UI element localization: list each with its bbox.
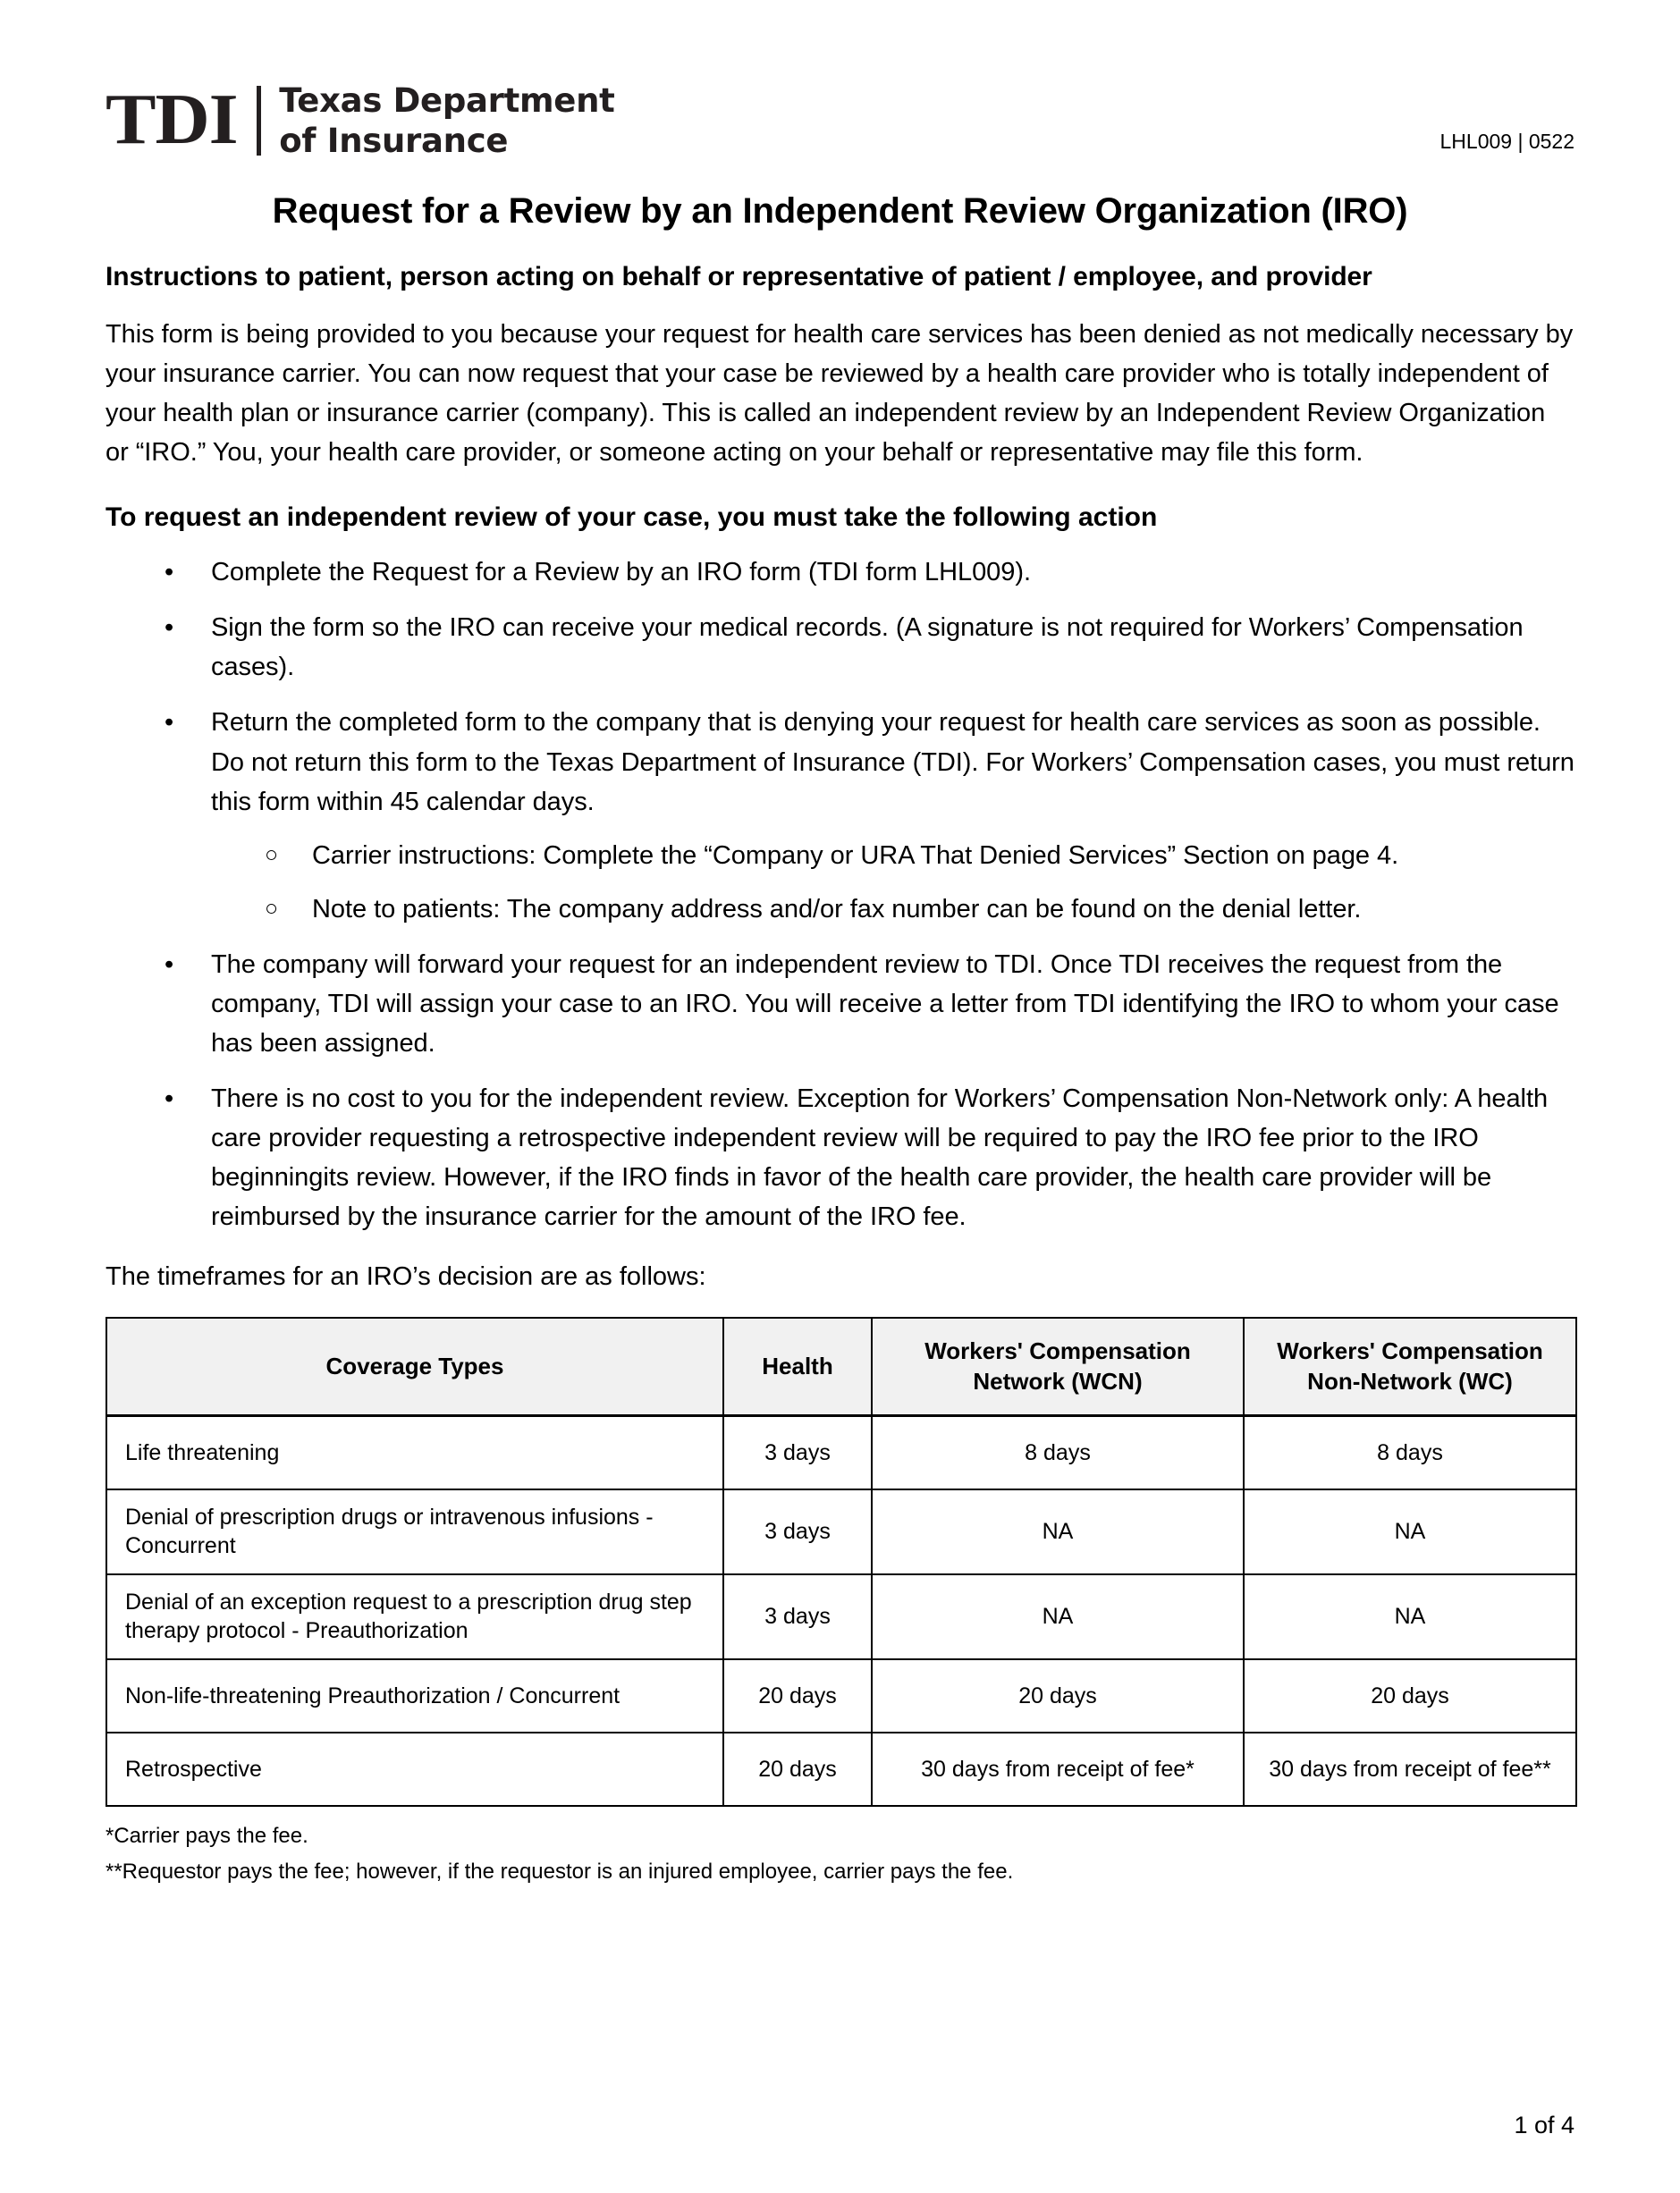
- cell-wcn: 8 days: [872, 1416, 1244, 1489]
- action-heading: To request an independent review of your case, you must take the following action: [106, 502, 1158, 533]
- table-row: [106, 1416, 1576, 1489]
- cell-health: 20 days: [723, 1733, 872, 1806]
- footnote-double-asterisk: **Requestor pays the fee; however, if the requestor is an injured employee, carrier pays the fee.: [106, 1860, 1014, 1885]
- cell-wcn: 30 days from receipt of fee*: [872, 1733, 1244, 1806]
- cell-coverage: Non-life-threatening Preauthorization / Concurrent: [106, 1659, 723, 1733]
- bullet-marker-icon: •: [165, 708, 174, 738]
- cell-health: 20 days: [723, 1659, 872, 1733]
- page-header: [0, 0, 1680, 159]
- footnote-single-asterisk: *Carrier pays the fee.: [106, 1823, 308, 1848]
- column-header-health: Health: [723, 1318, 872, 1416]
- column-header-wcn: Workers' Compensation Network (WCN): [872, 1318, 1244, 1416]
- list-item: [106, 945, 1574, 1063]
- circle-marker-icon: ○: [265, 841, 279, 867]
- circle-marker-icon: ○: [265, 895, 279, 921]
- column-header-coverage-types: Coverage Types: [106, 1318, 723, 1416]
- table-row: [106, 1489, 1576, 1574]
- table-intro-text: The timeframes for an IRO’s decision are as follows:: [106, 1262, 706, 1292]
- list-item-text: Complete the Request for a Review by an IRO form (TDI form LHL009).: [211, 558, 1031, 587]
- table-row: [106, 1733, 1576, 1806]
- cell-coverage: Denial of an exception request to a prescription drug step therapy protocol - Preauthorization: [106, 1574, 723, 1659]
- logo-divider: [257, 86, 261, 156]
- page-title: Request for a Review by an Independent Review Organization (IRO): [272, 191, 1408, 231]
- bullet-marker-icon: •: [165, 613, 174, 643]
- cell-wcn: 20 days: [872, 1659, 1244, 1733]
- intro-paragraph: This form is being provided to you because your request for health care services has been denied as not medically necessary by your insurance carrier. You can now request that your case be reviewed by a health care provider who is totally independent of your health plan or insurance carrier (company). This is called an independent review by an Independent Review Organization or “IRO.” You, your health care provider, or someone acting on your behalf or representative may file this form.: [106, 319, 1574, 468]
- list-item-text: There is no cost to you for the independent review. Exception for Workers’ Compensation Non-Network only: A health care provider requesting a retrospective independent review will be required to pay the IRO fee prior to the IRO beginningits review. However, if the IRO finds in favor of the health care provider, the health care provider will be reimbursed by the insurance carrier for the amount of the IRO fee.: [211, 1084, 1549, 1232]
- tdi-logo-wordmark: [279, 80, 614, 161]
- tdi-logo: [106, 82, 615, 159]
- page-number: 1 of 4: [1514, 2112, 1574, 2138]
- cell-health: 3 days: [723, 1416, 872, 1489]
- list-item-text: Return the completed form to the company that is denying your request for health care services as soon as possible. Do not return this form to the Texas Department of Insurance (TDI). For Workers’ Compensation cases, you must return this form within 45 calendar days.: [211, 708, 1574, 816]
- cell-wc: NA: [1244, 1574, 1576, 1659]
- column-header-wc: Workers' Compensation Non-Network (WC): [1244, 1318, 1576, 1416]
- list-item-text: Carrier instructions: Complete the “Company or URA That Denied Services” Section on page 4.: [312, 840, 1399, 870]
- cell-wc: 8 days: [1244, 1416, 1576, 1489]
- table-row: [106, 1659, 1576, 1733]
- table-header-row: [106, 1318, 1576, 1416]
- list-item-text: Note to patients: The company address and/or fax number can be found on the denial letter.: [312, 894, 1362, 924]
- cell-coverage: Life threatening: [106, 1416, 723, 1489]
- cell-coverage: Retrospective: [106, 1733, 723, 1806]
- bullet-marker-icon: •: [165, 1084, 174, 1114]
- cell-wc: NA: [1244, 1489, 1576, 1574]
- carrier-subbullet-list: [211, 836, 1574, 929]
- cell-coverage: Denial of prescription drugs or intravenous infusions - Concurrent: [106, 1489, 723, 1574]
- cell-wc: 30 days from receipt of fee**: [1244, 1733, 1576, 1806]
- list-item: [106, 608, 1574, 687]
- timeframes-table: [106, 1317, 1577, 1807]
- cell-wcn: NA: [872, 1489, 1244, 1574]
- document-content: [0, 190, 1680, 1887]
- list-item: [211, 890, 1574, 929]
- list-item: [106, 1079, 1574, 1236]
- form-code: LHL009 | 0522: [1439, 130, 1574, 153]
- bullet-marker-icon: •: [165, 558, 174, 587]
- cell-health: 3 days: [723, 1489, 872, 1574]
- logo-line-1: Texas Department: [279, 80, 615, 120]
- list-item: [106, 552, 1574, 592]
- logo-line-2: of Insurance: [279, 122, 509, 160]
- footnotes: [106, 1821, 1574, 1887]
- cell-wc: 20 days: [1244, 1659, 1576, 1733]
- tdi-logo-mark: TDI: [106, 80, 238, 160]
- list-item: [211, 836, 1574, 875]
- bullet-marker-icon: •: [165, 949, 174, 979]
- table-row: [106, 1574, 1576, 1659]
- instructions-heading: Instructions to patient, person acting on behalf or representative of patient / employee, and provider: [106, 262, 1372, 291]
- cell-health: 3 days: [723, 1574, 872, 1659]
- cell-wcn: NA: [872, 1574, 1244, 1659]
- list-item-text: Sign the form so the IRO can receive your medical records. (A signature is not required for Workers’ Compensation cases).: [211, 613, 1524, 682]
- action-bullet-list: [106, 552, 1574, 1236]
- list-item: [106, 703, 1574, 928]
- list-item-text: The company will forward your request for an independent review to TDI. Once TDI receives the request from the company, TDI will assign your case to an IRO. You will receive a letter from TDI identifying the IRO to whom your case has been assigned.: [211, 949, 1559, 1058]
